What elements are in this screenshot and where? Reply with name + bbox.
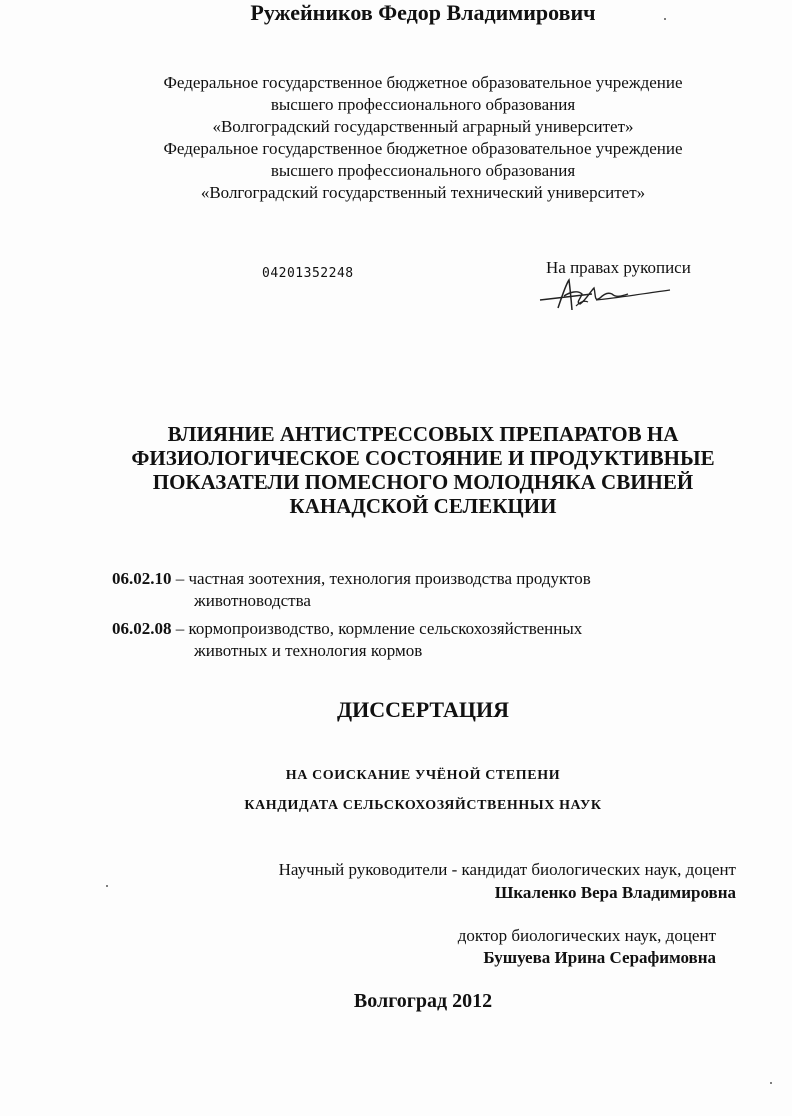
- supervisor-label: Научный руководители - кандидат биологических наук, доцент: [278, 860, 736, 879]
- specialty-text-cont: животных и технология кормов: [194, 641, 423, 660]
- specialty-text: – кормопроизводство, кормление сельскохозяйственных: [171, 619, 583, 638]
- specialty-item: [112, 618, 582, 662]
- supervisor-name: Шкаленко Вера Владимировна: [494, 883, 736, 902]
- title-line: ВЛИЯНИЕ АНТИСТРЕССОВЫХ ПРЕПАРАТОВ НА: [167, 422, 679, 446]
- institutions-header: [0, 72, 792, 204]
- institution-line: «Волгоградский государственный аграрный университет»: [212, 117, 634, 136]
- scan-speck: [770, 1082, 772, 1084]
- specialty-item: [112, 568, 591, 612]
- institution-line: высшего профессионального образования: [270, 161, 576, 180]
- specialty-code: 06.02.10: [112, 569, 172, 588]
- title-line: КАНАДСКОЙ СЕЛЕКЦИИ: [289, 494, 557, 518]
- scan-speck: [106, 885, 108, 887]
- degree-line: НА СОИСКАНИЕ УЧЁНОЙ СТЕПЕНИ: [285, 768, 561, 783]
- rights-note: На правах рукописи: [546, 258, 691, 277]
- document-number: 04201352248: [262, 266, 354, 281]
- institution-line: Федеральное государственное бюджетное образовательное учреждение: [163, 139, 683, 158]
- institution-line: Федеральное государственное бюджетное образовательное учреждение: [163, 73, 683, 92]
- author-name: Ружейников Федор Владимирович: [250, 0, 596, 25]
- document-type: ДИССЕРТАЦИЯ: [337, 697, 509, 722]
- institution-line: высшего профессионального образования: [270, 95, 576, 114]
- dissertation-title: [0, 422, 792, 518]
- specialty-text: – частная зоотехния, технология производства продуктов: [171, 569, 591, 588]
- degree-line: КАНДИДАТА СЕЛЬСКОХОЗЯЙСТВЕННЫХ НАУК: [244, 798, 602, 813]
- title-line: ПОКАЗАТЕЛИ ПОМЕСНОГО МОЛОДНЯКА СВИНЕЙ: [152, 470, 694, 494]
- scan-speck: [664, 18, 666, 20]
- specialty-text-cont: животноводства: [194, 591, 311, 610]
- institution-line: «Волгоградский государственный технический университет»: [200, 183, 646, 202]
- title-line: ФИЗИОЛОГИЧЕСКОЕ СОСТОЯНИЕ И ПРОДУКТИВНЫЕ: [131, 446, 715, 470]
- signature-icon: [536, 276, 676, 316]
- city-year: Волгоград 2012: [353, 990, 493, 1012]
- second-supervisor-name: Бушуева Ирина Серафимовна: [483, 948, 716, 967]
- specialty-code: 06.02.08: [112, 619, 172, 638]
- second-supervisor-title: доктор биологических наук, доцент: [457, 926, 716, 945]
